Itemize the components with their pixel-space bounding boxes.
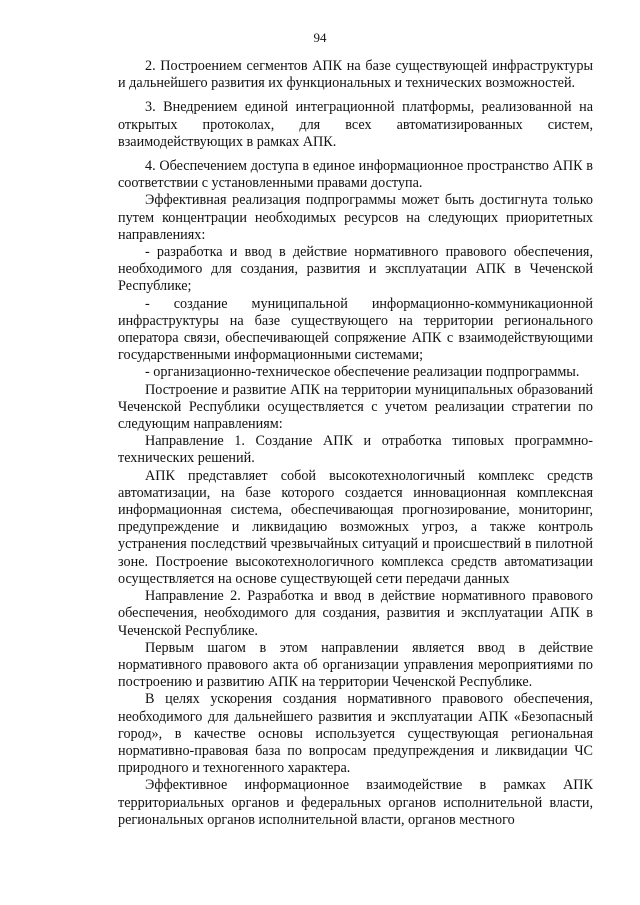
paragraph-apk-description: АПК представляет собой высокотехнологичный комплекс средств автоматизации, на базе которого создается инновационная комплексная информационная система, обеспечивающая прогнозирование, мониторинг, предупреждение и ликвидацию возможных угроз, а также контроль устранения последствий чрезвычайных ситуаций и происшествий в пилотной зоне. Построение высокотехнологичного комплекса средств автоматизации осуществляется на основе существующей сети передачи данных bbox=[118, 467, 593, 587]
paragraph-item-2: 2. Построением сегментов АПК на базе существующей инфраструктуры и дальнейшего развития их функциональных и технических возможностей. bbox=[118, 58, 593, 92]
paragraph-strategy: Построение и развитие АПК на территории муниципальных образований Чеченской Республики осуществляется с учетом реализации стратегии по следующим направлениям: bbox=[118, 381, 593, 433]
paragraph-first-step: Первым шагом в этом направлении является ввод в действие нормативного правового акта об организации управления мероприятиями по построению и развитию АПК на территории Чеченской Республике. bbox=[118, 639, 593, 691]
paragraph-acceleration: В целях ускорения создания нормативного правового обеспечения, необходимого для дальнейшего развития и эксплуатации АПК «Безопасный город», в качестве основы используется существующая региональная нормативно-правовая база по вопросам предупреждения и ликвидации ЧС природного и техногенного характера. bbox=[118, 691, 593, 777]
bullet-legal-support: - разработка и ввод в действие нормативного правового обеспечения, необходимого для создания, развития и эксплуатации АПК в Чеченской Республике; bbox=[118, 244, 593, 295]
heading-direction-2: Направление 2. Разработка и ввод в действие нормативного правового обеспечения, необходимого для создания, развития и эксплуатации АПК в Чеченской Республике. bbox=[118, 588, 593, 639]
paragraph-item-4: 4. Обеспечением доступа в единое информационное пространство АПК в соответствии с установленными правами доступа. bbox=[118, 158, 593, 192]
document-body bbox=[118, 58, 593, 829]
paragraph-item-3: 3. Внедрением единой интеграционной платформы, реализованной на открытых протоколах, для всех автоматизированных систем, взаимодействующих в рамках АПК. bbox=[118, 99, 593, 150]
paragraph-interaction: Эффективное информационное взаимодействие в рамках АПК территориальных органов и федеральных органов исполнительной власти, региональных органов исполнительной власти, органов местного bbox=[118, 777, 593, 828]
bullet-organizational: - организационно-техническое обеспечение реализации подпрограммы. bbox=[145, 364, 580, 381]
page-number: 94 bbox=[313, 30, 327, 45]
paragraph-priorities-intro: Эффективная реализация подпрограммы может быть достигнута только путем концентрации необходимых ресурсов на следующих приоритетных направлениях: bbox=[118, 192, 593, 243]
bullet-infrastructure: - создание муниципальной информационно-коммуникационной инфраструктуры на базе существующего на территории регионального оператора связи, обеспечивающей сопряжение АПК с взаимодействующими государственными информационными системами; bbox=[118, 295, 593, 364]
heading-direction-1: Направление 1. Создание АПК и отработка типовых программно-технических решений. bbox=[118, 433, 593, 467]
